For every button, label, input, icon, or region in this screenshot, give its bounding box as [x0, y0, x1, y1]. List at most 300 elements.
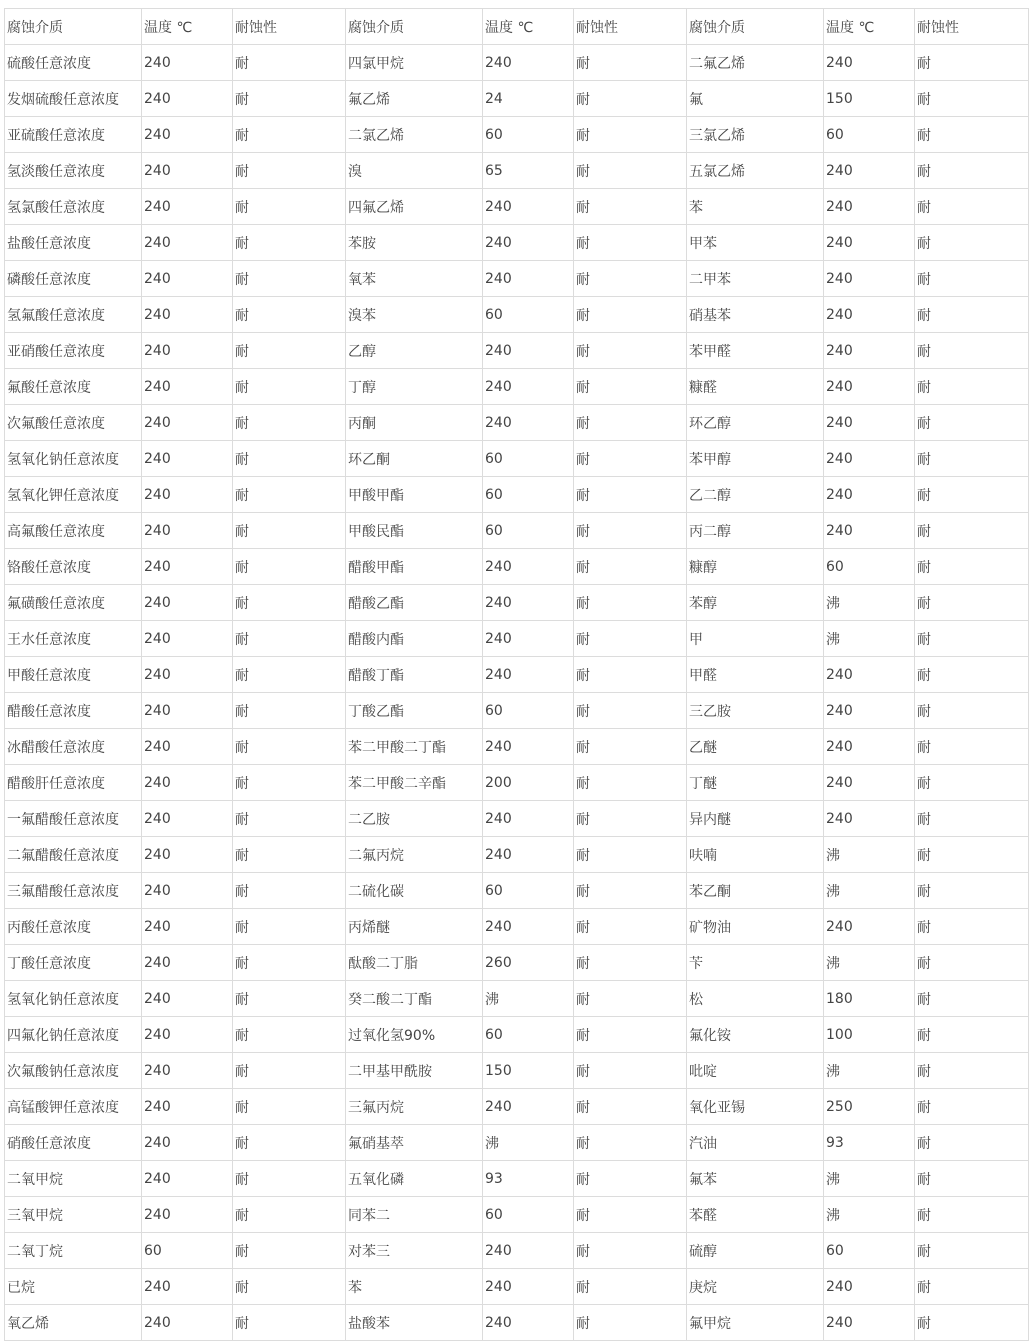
- medium-cell: 高锰酸钾任意浓度: [5, 1089, 142, 1125]
- resistance-cell: 耐: [574, 45, 687, 81]
- table-row: [5, 81, 1029, 117]
- temperature-cell: 沸: [824, 837, 915, 873]
- resistance-cell: 耐: [574, 1125, 687, 1161]
- temperature-cell: 240: [824, 261, 915, 297]
- temperature-cell: 60: [483, 1017, 574, 1053]
- medium-cell: 盐酸苯: [346, 1305, 483, 1341]
- temperature-cell: 60: [483, 117, 574, 153]
- medium-cell: 甲: [687, 621, 824, 657]
- table-row: [5, 333, 1029, 369]
- table-row: [5, 693, 1029, 729]
- medium-cell: 铬酸任意浓度: [5, 549, 142, 585]
- resistance-cell: 耐: [233, 765, 346, 801]
- medium-cell: 次氟酸钠任意浓度: [5, 1053, 142, 1089]
- medium-cell: 丙酸任意浓度: [5, 909, 142, 945]
- table-row: [5, 1017, 1029, 1053]
- resistance-cell: 耐: [574, 81, 687, 117]
- resistance-cell: 耐: [915, 981, 1029, 1017]
- header-medium: 腐蚀介质: [687, 9, 824, 45]
- resistance-cell: 耐: [233, 261, 346, 297]
- medium-cell: 甲醛: [687, 657, 824, 693]
- resistance-cell: 耐: [574, 801, 687, 837]
- medium-cell: 醋酸丁酯: [346, 657, 483, 693]
- medium-cell: 过氧化氢90%: [346, 1017, 483, 1053]
- resistance-cell: 耐: [233, 297, 346, 333]
- temperature-cell: 250: [824, 1089, 915, 1125]
- temperature-cell: 240: [142, 225, 233, 261]
- resistance-cell: 耐: [574, 225, 687, 261]
- temperature-cell: 240: [142, 261, 233, 297]
- medium-cell: 溴苯: [346, 297, 483, 333]
- temperature-cell: 240: [824, 369, 915, 405]
- medium-cell: 丁醚: [687, 765, 824, 801]
- temperature-cell: 沸: [483, 1125, 574, 1161]
- resistance-cell: 耐: [574, 837, 687, 873]
- medium-cell: 环乙醇: [687, 405, 824, 441]
- table-row: [5, 261, 1029, 297]
- temperature-cell: 240: [483, 333, 574, 369]
- resistance-cell: 耐: [233, 513, 346, 549]
- medium-cell: 四氟化钠任意浓度: [5, 1017, 142, 1053]
- resistance-cell: 耐: [233, 153, 346, 189]
- resistance-cell: 耐: [915, 945, 1029, 981]
- temperature-cell: 240: [483, 369, 574, 405]
- temperature-cell: 240: [483, 405, 574, 441]
- table-row: [5, 1197, 1029, 1233]
- resistance-cell: 耐: [915, 837, 1029, 873]
- temperature-cell: 240: [142, 333, 233, 369]
- resistance-cell: 耐: [915, 1233, 1029, 1269]
- resistance-cell: 耐: [233, 981, 346, 1017]
- medium-cell: 溴: [346, 153, 483, 189]
- medium-cell: 醋酸任意浓度: [5, 693, 142, 729]
- resistance-cell: 耐: [233, 1269, 346, 1305]
- temperature-cell: 240: [483, 657, 574, 693]
- temperature-cell: 沸: [824, 1161, 915, 1197]
- temperature-cell: 240: [483, 621, 574, 657]
- temperature-cell: 240: [483, 585, 574, 621]
- resistance-cell: 耐: [233, 801, 346, 837]
- temperature-cell: 60: [483, 513, 574, 549]
- resistance-cell: 耐: [574, 693, 687, 729]
- medium-cell: 乙醇: [346, 333, 483, 369]
- resistance-cell: 耐: [574, 477, 687, 513]
- medium-cell: 氢氯酸任意浓度: [5, 189, 142, 225]
- medium-cell: 硝酸任意浓度: [5, 1125, 142, 1161]
- medium-cell: 苯乙酮: [687, 873, 824, 909]
- temperature-cell: 240: [142, 693, 233, 729]
- medium-cell: 氢氧化钠任意浓度: [5, 981, 142, 1017]
- table-row: [5, 657, 1029, 693]
- resistance-cell: 耐: [915, 1125, 1029, 1161]
- temperature-cell: 60: [483, 297, 574, 333]
- medium-cell: 氟甲烷: [687, 1305, 824, 1341]
- resistance-cell: 耐: [233, 1125, 346, 1161]
- temperature-cell: 240: [142, 1269, 233, 1305]
- medium-cell: 硫酸任意浓度: [5, 45, 142, 81]
- temperature-cell: 沸: [824, 585, 915, 621]
- medium-cell: 苯二甲酸二丁酯: [346, 729, 483, 765]
- temperature-cell: 240: [824, 909, 915, 945]
- medium-cell: 氟硝基萃: [346, 1125, 483, 1161]
- resistance-cell: 耐: [574, 945, 687, 981]
- temperature-cell: 240: [142, 729, 233, 765]
- temperature-cell: 240: [142, 45, 233, 81]
- resistance-cell: 耐: [574, 333, 687, 369]
- temperature-cell: 沸: [824, 945, 915, 981]
- medium-cell: 三氧甲烷: [5, 1197, 142, 1233]
- temperature-cell: 240: [142, 117, 233, 153]
- header-resistance: 耐蚀性: [574, 9, 687, 45]
- medium-cell: 亚硝酸任意浓度: [5, 333, 142, 369]
- resistance-cell: 耐: [574, 261, 687, 297]
- medium-cell: 同苯二: [346, 1197, 483, 1233]
- medium-cell: 丁醇: [346, 369, 483, 405]
- temperature-cell: 沸: [824, 1197, 915, 1233]
- resistance-cell: 耐: [915, 909, 1029, 945]
- medium-cell: 苯甲醇: [687, 441, 824, 477]
- temperature-cell: 240: [142, 1305, 233, 1341]
- resistance-cell: 耐: [233, 1233, 346, 1269]
- temperature-cell: 240: [824, 333, 915, 369]
- temperature-cell: 240: [824, 189, 915, 225]
- medium-cell: 氢淡酸任意浓度: [5, 153, 142, 189]
- resistance-cell: 耐: [915, 1017, 1029, 1053]
- resistance-cell: 耐: [233, 1053, 346, 1089]
- table-row: [5, 1089, 1029, 1125]
- medium-cell: 醋酸肝任意浓度: [5, 765, 142, 801]
- resistance-cell: 耐: [574, 765, 687, 801]
- table-row: [5, 549, 1029, 585]
- medium-cell: 糠醛: [687, 369, 824, 405]
- resistance-cell: 耐: [915, 369, 1029, 405]
- header-resistance: 耐蚀性: [915, 9, 1029, 45]
- resistance-cell: 耐: [233, 225, 346, 261]
- temperature-cell: 240: [824, 405, 915, 441]
- temperature-cell: 240: [824, 297, 915, 333]
- table-row: [5, 909, 1029, 945]
- resistance-cell: 耐: [915, 297, 1029, 333]
- temperature-cell: 240: [142, 909, 233, 945]
- medium-cell: 盐酸任意浓度: [5, 225, 142, 261]
- temperature-cell: 60: [824, 1233, 915, 1269]
- resistance-cell: 耐: [915, 1161, 1029, 1197]
- temperature-cell: 240: [483, 1233, 574, 1269]
- table-row: [5, 153, 1029, 189]
- temperature-cell: 24: [483, 81, 574, 117]
- temperature-cell: 240: [142, 189, 233, 225]
- temperature-cell: 240: [824, 477, 915, 513]
- temperature-cell: 沸: [483, 981, 574, 1017]
- resistance-cell: 耐: [574, 1017, 687, 1053]
- resistance-cell: 耐: [574, 117, 687, 153]
- resistance-cell: 耐: [233, 117, 346, 153]
- medium-cell: 对苯三: [346, 1233, 483, 1269]
- medium-cell: 丙烯醚: [346, 909, 483, 945]
- header-temperature: 温度 ℃: [824, 9, 915, 45]
- resistance-cell: 耐: [915, 441, 1029, 477]
- temperature-cell: 60: [483, 873, 574, 909]
- table-row: [5, 1305, 1029, 1341]
- medium-cell: 庚烷: [687, 1269, 824, 1305]
- temperature-cell: 150: [824, 81, 915, 117]
- medium-cell: 苄: [687, 945, 824, 981]
- resistance-cell: 耐: [233, 873, 346, 909]
- header-medium: 腐蚀介质: [346, 9, 483, 45]
- resistance-cell: 耐: [574, 981, 687, 1017]
- resistance-cell: 耐: [574, 405, 687, 441]
- medium-cell: 二氧甲烷: [5, 1161, 142, 1197]
- medium-cell: 氟: [687, 81, 824, 117]
- medium-cell: 丁酸乙酯: [346, 693, 483, 729]
- temperature-cell: 240: [142, 873, 233, 909]
- temperature-cell: 240: [483, 837, 574, 873]
- resistance-cell: 耐: [233, 693, 346, 729]
- header-row: [5, 9, 1029, 45]
- table-body: [5, 45, 1029, 1341]
- temperature-cell: 240: [483, 801, 574, 837]
- table-row: [5, 405, 1029, 441]
- medium-cell: 氟乙烯: [346, 81, 483, 117]
- resistance-cell: 耐: [233, 333, 346, 369]
- resistance-cell: 耐: [574, 549, 687, 585]
- resistance-cell: 耐: [233, 621, 346, 657]
- resistance-cell: 耐: [915, 693, 1029, 729]
- table-row: [5, 45, 1029, 81]
- temperature-cell: 240: [142, 441, 233, 477]
- medium-cell: 氢氟酸任意浓度: [5, 297, 142, 333]
- medium-cell: 糠醇: [687, 549, 824, 585]
- temperature-cell: 180: [824, 981, 915, 1017]
- table-row: [5, 1053, 1029, 1089]
- resistance-cell: 耐: [233, 585, 346, 621]
- resistance-cell: 耐: [574, 729, 687, 765]
- temperature-cell: 65: [483, 153, 574, 189]
- resistance-cell: 耐: [574, 369, 687, 405]
- table-row: [5, 1161, 1029, 1197]
- medium-cell: 五氧化磷: [346, 1161, 483, 1197]
- temperature-cell: 240: [142, 981, 233, 1017]
- resistance-cell: 耐: [574, 1305, 687, 1341]
- medium-cell: 苯甲醛: [687, 333, 824, 369]
- table-row: [5, 945, 1029, 981]
- resistance-cell: 耐: [915, 1089, 1029, 1125]
- header-resistance: 耐蚀性: [233, 9, 346, 45]
- resistance-cell: 耐: [574, 1197, 687, 1233]
- table-row: [5, 1269, 1029, 1305]
- medium-cell: 磷酸任意浓度: [5, 261, 142, 297]
- medium-cell: 甲酸任意浓度: [5, 657, 142, 693]
- header-temperature: 温度 ℃: [483, 9, 574, 45]
- temperature-cell: 240: [142, 945, 233, 981]
- resistance-cell: 耐: [915, 765, 1029, 801]
- medium-cell: 发烟硫酸任意浓度: [5, 81, 142, 117]
- resistance-cell: 耐: [574, 1233, 687, 1269]
- resistance-cell: 耐: [233, 909, 346, 945]
- medium-cell: 三氯乙烯: [687, 117, 824, 153]
- resistance-cell: 耐: [233, 45, 346, 81]
- resistance-cell: 耐: [915, 477, 1029, 513]
- medium-cell: 二甲苯: [687, 261, 824, 297]
- header-medium: 腐蚀介质: [5, 9, 142, 45]
- temperature-cell: 240: [483, 189, 574, 225]
- temperature-cell: 240: [142, 297, 233, 333]
- temperature-cell: 240: [142, 1197, 233, 1233]
- resistance-cell: 耐: [915, 1305, 1029, 1341]
- table-row: [5, 297, 1029, 333]
- resistance-cell: 耐: [915, 801, 1029, 837]
- resistance-cell: 耐: [233, 945, 346, 981]
- temperature-cell: 240: [142, 81, 233, 117]
- medium-cell: 甲酸甲酯: [346, 477, 483, 513]
- resistance-cell: 耐: [233, 549, 346, 585]
- resistance-cell: 耐: [574, 585, 687, 621]
- medium-cell: 吡啶: [687, 1053, 824, 1089]
- table-row: [5, 729, 1029, 765]
- temperature-cell: 93: [483, 1161, 574, 1197]
- resistance-cell: 耐: [233, 81, 346, 117]
- resistance-cell: 耐: [915, 873, 1029, 909]
- temperature-cell: 240: [483, 225, 574, 261]
- resistance-cell: 耐: [233, 405, 346, 441]
- resistance-cell: 耐: [574, 1269, 687, 1305]
- temperature-cell: 沸: [824, 1053, 915, 1089]
- table-row: [5, 369, 1029, 405]
- temperature-cell: 60: [142, 1233, 233, 1269]
- temperature-cell: 150: [483, 1053, 574, 1089]
- temperature-cell: 60: [483, 477, 574, 513]
- temperature-cell: 240: [142, 1125, 233, 1161]
- resistance-cell: 耐: [915, 549, 1029, 585]
- temperature-cell: 240: [483, 1305, 574, 1341]
- resistance-cell: 耐: [574, 1161, 687, 1197]
- temperature-cell: 240: [483, 909, 574, 945]
- medium-cell: 丁酸任意浓度: [5, 945, 142, 981]
- table-row: [5, 873, 1029, 909]
- medium-cell: 苯醇: [687, 585, 824, 621]
- medium-cell: 呋喃: [687, 837, 824, 873]
- temperature-cell: 240: [142, 405, 233, 441]
- resistance-cell: 耐: [915, 153, 1029, 189]
- resistance-cell: 耐: [915, 1269, 1029, 1305]
- medium-cell: 苯胺: [346, 225, 483, 261]
- resistance-cell: 耐: [915, 81, 1029, 117]
- medium-cell: 次氟酸任意浓度: [5, 405, 142, 441]
- temperature-cell: 60: [483, 441, 574, 477]
- temperature-cell: 240: [824, 657, 915, 693]
- resistance-cell: 耐: [915, 225, 1029, 261]
- temperature-cell: 240: [142, 1053, 233, 1089]
- temperature-cell: 260: [483, 945, 574, 981]
- temperature-cell: 240: [824, 225, 915, 261]
- medium-cell: 氟酸任意浓度: [5, 369, 142, 405]
- medium-cell: 三乙胺: [687, 693, 824, 729]
- medium-cell: 四氟乙烯: [346, 189, 483, 225]
- medium-cell: 氟化铵: [687, 1017, 824, 1053]
- resistance-cell: 耐: [233, 1017, 346, 1053]
- medium-cell: 丙二醇: [687, 513, 824, 549]
- resistance-cell: 耐: [915, 729, 1029, 765]
- temperature-cell: 240: [824, 441, 915, 477]
- resistance-cell: 耐: [915, 45, 1029, 81]
- resistance-cell: 耐: [574, 657, 687, 693]
- medium-cell: 二氧丁烷: [5, 1233, 142, 1269]
- resistance-cell: 耐: [233, 1305, 346, 1341]
- temperature-cell: 240: [824, 729, 915, 765]
- resistance-cell: 耐: [915, 513, 1029, 549]
- temperature-cell: 240: [142, 621, 233, 657]
- resistance-cell: 耐: [233, 369, 346, 405]
- temperature-cell: 240: [824, 801, 915, 837]
- medium-cell: 矿物油: [687, 909, 824, 945]
- resistance-cell: 耐: [915, 261, 1029, 297]
- medium-cell: 氢氧化钠任意浓度: [5, 441, 142, 477]
- resistance-cell: 耐: [915, 405, 1029, 441]
- medium-cell: 环乙酮: [346, 441, 483, 477]
- medium-cell: 丙酮: [346, 405, 483, 441]
- temperature-cell: 240: [824, 693, 915, 729]
- medium-cell: 三氟醋酸任意浓度: [5, 873, 142, 909]
- resistance-cell: 耐: [574, 441, 687, 477]
- medium-cell: 五氯乙烯: [687, 153, 824, 189]
- temperature-cell: 240: [142, 837, 233, 873]
- resistance-cell: 耐: [233, 837, 346, 873]
- table-row: [5, 765, 1029, 801]
- resistance-cell: 耐: [574, 297, 687, 333]
- temperature-cell: 240: [142, 549, 233, 585]
- table-row: [5, 981, 1029, 1017]
- temperature-cell: 240: [824, 1305, 915, 1341]
- medium-cell: 苯醛: [687, 1197, 824, 1233]
- resistance-cell: 耐: [574, 1053, 687, 1089]
- medium-cell: 汽油: [687, 1125, 824, 1161]
- medium-cell: 苯二甲酸二辛酯: [346, 765, 483, 801]
- medium-cell: 二硫化碳: [346, 873, 483, 909]
- medium-cell: 醋酸甲酯: [346, 549, 483, 585]
- medium-cell: 乙醚: [687, 729, 824, 765]
- resistance-cell: 耐: [574, 189, 687, 225]
- table-row: [5, 621, 1029, 657]
- table-row: [5, 801, 1029, 837]
- table-row: [5, 1125, 1029, 1161]
- corrosion-resistance-table: [4, 8, 1029, 1341]
- medium-cell: 一氟醋酸任意浓度: [5, 801, 142, 837]
- medium-cell: 氟磺酸任意浓度: [5, 585, 142, 621]
- resistance-cell: 耐: [915, 657, 1029, 693]
- temperature-cell: 240: [142, 1089, 233, 1125]
- medium-cell: 三氟丙烷: [346, 1089, 483, 1125]
- table-row: [5, 189, 1029, 225]
- table-row: [5, 585, 1029, 621]
- resistance-cell: 耐: [915, 621, 1029, 657]
- medium-cell: 高氟酸任意浓度: [5, 513, 142, 549]
- temperature-cell: 100: [824, 1017, 915, 1053]
- medium-cell: 醋酸内酯: [346, 621, 483, 657]
- table-row: [5, 225, 1029, 261]
- medium-cell: 异内醚: [687, 801, 824, 837]
- resistance-cell: 耐: [915, 333, 1029, 369]
- medium-cell: 二氟丙烷: [346, 837, 483, 873]
- medium-cell: 亚硫酸任意浓度: [5, 117, 142, 153]
- medium-cell: 酞酸二丁脂: [346, 945, 483, 981]
- medium-cell: 氢氧化钾任意浓度: [5, 477, 142, 513]
- medium-cell: 醋酸乙酯: [346, 585, 483, 621]
- temperature-cell: 240: [483, 549, 574, 585]
- resistance-cell: 耐: [574, 513, 687, 549]
- medium-cell: 氟苯: [687, 1161, 824, 1197]
- resistance-cell: 耐: [574, 621, 687, 657]
- medium-cell: 二氟醋酸任意浓度: [5, 837, 142, 873]
